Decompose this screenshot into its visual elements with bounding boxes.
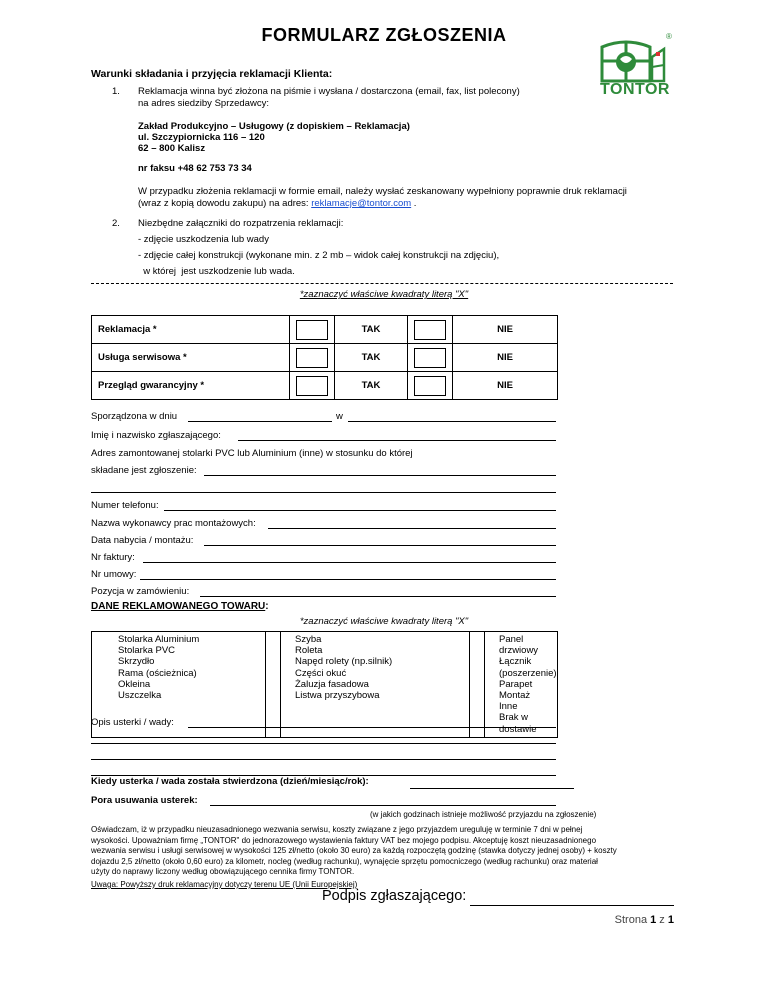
goods-option[interactable]: Brak w dostawie — [499, 712, 537, 735]
phone-label: Numer telefonu: — [91, 500, 159, 511]
item2-number: 2. — [112, 218, 120, 229]
attachment-item2: - zdjęcie całej konstrukcji (wykonane min. z 2 mb – widok całej konstrukcji na zdjęciu), — [138, 250, 500, 261]
goods-option[interactable]: Montaż — [499, 690, 531, 702]
conditions-heading: Warunki składania i przyjęcia reklamacji Klienta: — [91, 68, 333, 80]
address-label-line1: Adres zamontowanej stolarki PVC lub Aluminium (inne) w stosunku do której — [91, 448, 413, 459]
request-type-table — [91, 315, 558, 400]
address-line2: ul. Szczypiornicka 116 – 120 — [138, 132, 265, 143]
invoice-field[interactable] — [143, 562, 556, 563]
table-row — [92, 372, 558, 400]
address-line1: Zakład Produkcyjno – Usługowy (z dopiskiem – Reklamacja) — [138, 121, 410, 132]
email-note-line2 — [138, 198, 416, 210]
signature-label: Podpis zgłaszającego: — [322, 888, 467, 904]
goods-option[interactable]: Inne — [499, 701, 518, 713]
goods-column-3 — [485, 632, 558, 738]
page-of: z — [656, 914, 668, 926]
mark-note-goods: *zaznaczyć właściwe kwadraty literą "X" — [299, 616, 469, 627]
item1-line1: Reklamacja winna być złożona na piśmie i wysłana / dostarczona (email, fax, list polecony) — [138, 86, 520, 97]
dashed-separator — [91, 283, 673, 284]
page-label: Strona — [614, 914, 651, 926]
removal-time-hint: (w jakich godzinach istnieje możliwość przyjazdu na zgłoszenie) — [370, 810, 597, 819]
goods-heading-text: DANE REKLAMOWANEGO TOWARU — [91, 601, 266, 612]
purchase-date-label: Data nabycia / montażu: — [91, 535, 194, 546]
defect-field[interactable] — [188, 727, 556, 728]
declaration-line: Oświadczam, iż w przypadku nieuzasadnionego wezwania serwisu, koszty związane z jego przyjazdem ureguluję w terminie 7 dni w pełnej — [91, 825, 583, 834]
logo-brand: TONTOR — [600, 81, 670, 98]
goods-option[interactable]: Żaluzja fasadowa — [295, 678, 369, 690]
goods-heading — [91, 601, 269, 612]
attachment-item3: w której jest uszkodzenie lub wada. — [138, 266, 295, 277]
goods-option[interactable]: Rama (ościeżnica) — [118, 667, 197, 679]
defect-field-line2[interactable] — [91, 743, 556, 744]
item2-line1: Niezbędne załączniki do rozpatrzenia reklamacji: — [138, 218, 344, 229]
mark-note-top — [0, 289, 768, 300]
page-number — [600, 914, 674, 926]
row-label: Usługa serwisowa * — [92, 344, 290, 372]
order-position-label: Pozycja w zamówieniu: — [91, 586, 190, 597]
goods-checkbox-column[interactable] — [470, 632, 485, 738]
page-total: 1 — [667, 914, 674, 926]
item1-line2: na adres siedziby Sprzedawcy: — [138, 98, 269, 109]
defect-date-field[interactable] — [410, 788, 574, 789]
page-title: FORMULARZ ZGŁOSZENIA — [261, 25, 507, 45]
defect-label: Opis usterki / wady: — [91, 717, 174, 728]
goods-option[interactable]: Uszczelka — [118, 690, 162, 702]
no-checkbox[interactable] — [414, 348, 446, 368]
table-row — [92, 316, 558, 344]
goods-option[interactable]: Stolarka Aluminium — [118, 634, 200, 645]
goods-option[interactable]: Napęd rolety (np.silnik) — [295, 656, 393, 668]
name-field[interactable] — [238, 440, 556, 441]
address-line3: 62 – 800 Kalisz — [138, 143, 206, 154]
no-label: NIE — [453, 372, 558, 400]
goods-column-2 — [281, 632, 470, 738]
fax-number: nr faksu +48 62 753 73 34 — [138, 163, 252, 174]
goods-option[interactable]: Listwa przyszybowa — [295, 690, 380, 702]
no-label: NIE — [453, 316, 558, 344]
eu-note: Uwaga: Powyższy druk reklamacyjny dotyczy terenu UE (Unii Europejskiej) — [91, 880, 358, 889]
goods-option[interactable]: Panel drzwiowy — [499, 634, 539, 657]
goods-checkbox-column[interactable] — [266, 632, 281, 738]
prepared-place-field[interactable] — [348, 421, 556, 422]
email-note-end: . — [411, 198, 417, 209]
address-field-continued[interactable] — [91, 492, 556, 493]
row-label: Przegląd gwarancyjny * — [92, 372, 290, 400]
declaration-line: wezwania serwisu i usługi serwisowej w wysokości 125 zł/netto (około 30 euro) za każdą rozpoczętą godzinę (stawka dotyczy jednej osoby) + koszty — [91, 846, 617, 856]
no-checkbox[interactable] — [414, 320, 446, 340]
row-label: Reklamacja * — [92, 316, 290, 344]
registered-mark: ® — [666, 32, 672, 41]
item1-number: 1. — [112, 86, 120, 97]
attachment-item1: - zdjęcie uszkodzenia lub wady — [138, 234, 269, 245]
defect-date-label: Kiedy usterka / wada została stwierdzona (dzień/miesiąc/rok): — [91, 776, 369, 787]
goods-option[interactable]: Roleta — [295, 645, 323, 657]
declaration-line: użyty do naprawy liczony według obowiązującego cennika firmy TONTOR. — [91, 867, 355, 877]
tontor-logo — [596, 32, 674, 98]
goods-heading-colon: : — [265, 601, 269, 612]
yes-checkbox[interactable] — [296, 320, 328, 340]
goods-option[interactable]: Okleina — [118, 678, 151, 690]
no-checkbox[interactable] — [414, 376, 446, 396]
goods-option[interactable]: Łącznik (poszerzenie) — [499, 656, 557, 679]
yes-checkbox[interactable] — [296, 376, 328, 396]
no-label: NIE — [453, 344, 558, 372]
order-position-field[interactable] — [200, 596, 556, 597]
signature-field[interactable] — [470, 905, 674, 906]
contract-field[interactable] — [140, 579, 556, 580]
removal-time-label: Pora usuwania usterek: — [91, 795, 198, 806]
address-field[interactable] — [204, 475, 556, 476]
address-label-line2: składane jest zgłoszenie: — [91, 465, 197, 476]
contract-label: Nr umowy: — [91, 569, 137, 580]
mark-note-text: *zaznaczyć właściwe kwadraty literą "X" — [299, 289, 469, 300]
installer-label: Nazwa wykonawcy prac montażowych: — [91, 518, 256, 529]
removal-time-field[interactable] — [210, 805, 556, 806]
goods-option[interactable]: Szyba — [295, 634, 322, 645]
yes-label: TAK — [335, 344, 408, 372]
prepared-day-field[interactable] — [188, 421, 332, 422]
declaration-line: dojazdu 2,5 zł/netto (około 0,60 euro) za kilometr, nocleg (według rachunku), wynajęcie sprzętu pomocniczego (według rachunku) oraz materiał — [91, 856, 598, 866]
yes-label: TAK — [335, 316, 408, 344]
name-label: Imię i nazwisko zgłaszającego: — [91, 430, 221, 441]
goods-option[interactable]: Skrzydło — [118, 656, 155, 668]
defect-field-line3[interactable] — [91, 759, 556, 760]
prepared-day-label: Sporządzona w dniu — [91, 411, 178, 422]
invoice-label: Nr faktury: — [91, 552, 135, 563]
goods-option[interactable]: Stolarka PVC — [118, 645, 176, 657]
email-note-text: (wraz z kopią dowodu zakupu) na adres: — [138, 198, 309, 209]
email-note-line1: W przypadku złożenia reklamacji w formie email, należy wysłać zeskanowany wypełniony poprawnie druk reklamacji — [138, 186, 627, 197]
goods-option[interactable]: Parapet — [499, 678, 533, 690]
yes-label: TAK — [335, 372, 408, 400]
page-current: 1 — [650, 914, 657, 926]
email-link[interactable]: reklamacje@tontor.com — [311, 198, 412, 209]
yes-checkbox[interactable] — [296, 348, 328, 368]
purchase-date-field[interactable] — [204, 545, 556, 546]
table-row — [92, 344, 558, 372]
declaration — [91, 825, 681, 878]
phone-field[interactable] — [164, 510, 556, 511]
goods-option[interactable]: Części okuć — [295, 667, 347, 679]
declaration-line: wysokości. Upoważniam firmę „TONTOR" do jednorazowego wystawienia faktury VAT bez mojego podpisu. Akceptuję koszt nieuzasadnionego — [91, 835, 597, 845]
installer-field[interactable] — [268, 528, 556, 529]
prepared-in-label: w — [336, 411, 343, 422]
